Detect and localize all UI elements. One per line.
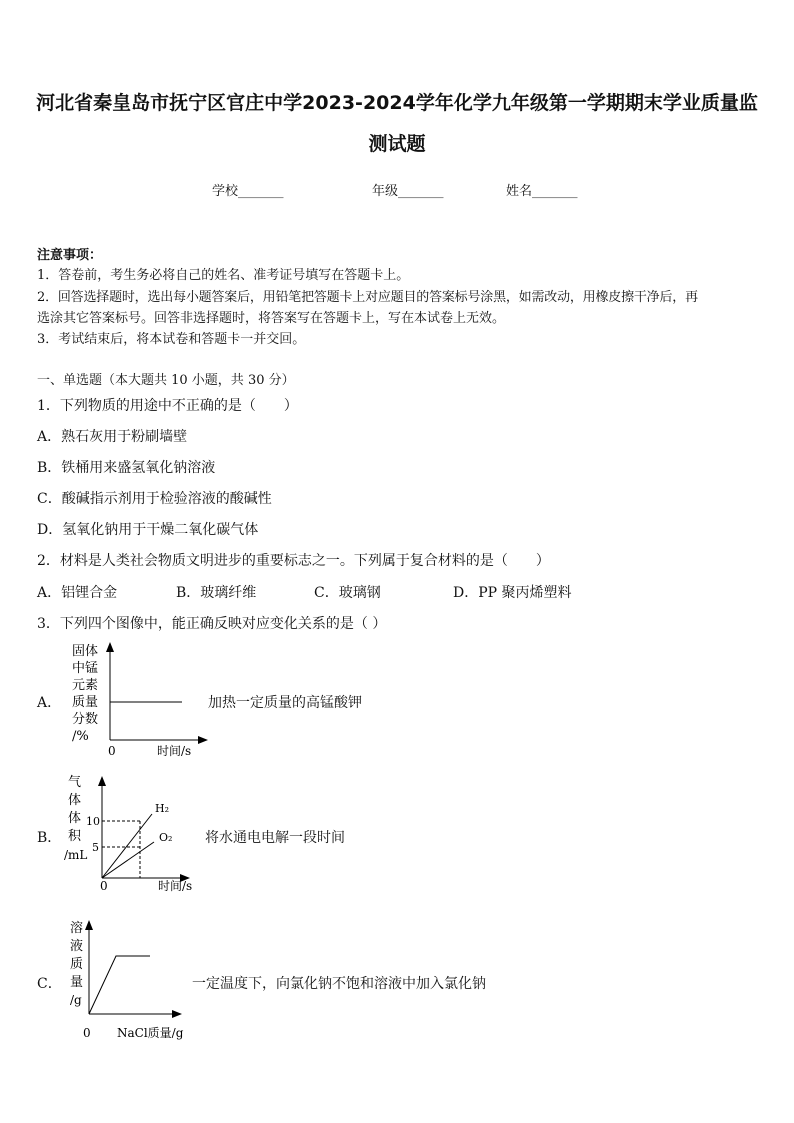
q3-c-ylabel-0: 溶	[70, 921, 84, 936]
q3-b-ylabel-2: 体	[68, 811, 82, 826]
note-2a: 2．回答选择题时，选出每小题答案后，用铅笔把答题卡上对应题目的答案标号涂黑，如需改动，用橡皮擦干净后，再	[37, 290, 698, 305]
q3-c-ylabel-1: 液	[70, 939, 84, 954]
q2-option-b: B．玻璃纤维	[176, 585, 257, 601]
q3-a-y-arrow	[106, 642, 114, 652]
q3-c-desc: 一定温度下，向氯化钠不饱和溶液中加入氯化钠	[192, 976, 486, 992]
q3-c-x-arrow	[172, 1010, 182, 1018]
q3-b-y-arrow	[98, 776, 106, 786]
q3-a-ylabel-5: /%	[72, 729, 89, 744]
q3-b-h2-label: H₂	[155, 802, 170, 815]
q3-b-origin: 0	[100, 879, 108, 893]
q3-option-a-label: A．	[37, 695, 62, 711]
q3-option-c-label: C．	[37, 976, 62, 992]
note-3: 3．考试结束后，将本试卷和答题卡一并交回。	[37, 332, 306, 347]
notes-heading: 注意事项：	[37, 248, 103, 263]
q3-option-b-label: B．	[37, 830, 62, 846]
q3-b-ylabel-0: 气	[68, 775, 82, 790]
name-field: 姓名_______	[506, 184, 578, 199]
q3-b-tick-5: 5	[92, 841, 99, 854]
q1-option-a: A．熟石灰用于粉刷墙壁	[37, 429, 188, 445]
q2-option-a: A．铝锂合金	[37, 585, 118, 601]
q3-a-graph	[60, 638, 210, 763]
q3-a-desc: 加热一定质量的高锰酸钾	[208, 695, 362, 711]
exam-title-line2: 测试题	[368, 133, 426, 155]
q3-a-origin: 0	[108, 744, 116, 758]
q3-c-graph	[60, 914, 200, 1044]
q2-option-d: D．PP 聚丙烯塑料	[453, 585, 572, 601]
q3-b-h2-line	[102, 814, 152, 878]
q3-stem: 3．下列四个图像中，能正确反映对应变化关系的是（ ）	[37, 616, 387, 632]
q3-a-ylabel-1: 中锰	[72, 661, 99, 676]
section-heading: 一、单选题（本大题共 10 小题，共 30 分）	[37, 373, 295, 388]
q2-option-c: C．玻璃钢	[314, 585, 381, 601]
q3-c-y-arrow	[85, 920, 93, 930]
q3-a-ylabel-4: 分数	[72, 712, 99, 727]
q3-b-graph	[60, 770, 210, 895]
exam-title-line1: 河北省秦皇岛市抚宁区官庄中学2023-2024学年化学九年级第一学期期末学业质量监	[36, 92, 758, 114]
school-field: 学校_______	[212, 184, 284, 199]
q3-b-ylabel-3: 积	[68, 829, 82, 844]
q3-b-tick-10: 10	[86, 815, 100, 828]
q3-a-ylabel-2: 元素	[72, 678, 99, 693]
q2-stem: 2．材料是人类社会物质文明进步的重要标志之一。下列属于复合材料的是（ ）	[37, 553, 550, 569]
q3-c-origin: 0	[83, 1026, 91, 1040]
q3-a-ylabel-3: 质量	[72, 695, 99, 710]
q3-a-xlabel: 时间/s	[157, 744, 192, 758]
q3-b-xlabel: 时间/s	[158, 879, 193, 893]
q3-b-desc: 将水通电电解一段时间	[205, 830, 345, 846]
q1-stem: 1．下列物质的用途中不正确的是（ ）	[37, 398, 298, 414]
q3-b-ylabel-4: /mL	[64, 848, 88, 862]
q3-a-ylabel-0: 固体	[72, 644, 99, 659]
q3-b-ylabel-1: 体	[68, 793, 82, 808]
q3-b-o2-label: O₂	[159, 831, 173, 844]
grade-field: 年级_______	[372, 184, 444, 199]
q1-option-d: D．氢氧化钠用于干燥二氧化碳气体	[37, 522, 259, 538]
q1-option-b: B．铁桶用来盛氢氧化钠溶液	[37, 460, 216, 476]
q3-c-xlabel: NaCl质量/g	[117, 1026, 184, 1040]
q3-c-ylabel-4: /g	[70, 993, 82, 1007]
note-1: 1．答卷前，考生务必将自己的姓名、准考证号填写在答题卡上。	[37, 268, 410, 283]
q3-c-curve	[89, 956, 150, 1014]
q3-a-x-arrow	[198, 736, 208, 744]
q3-c-ylabel-2: 质	[70, 957, 84, 972]
q3-c-ylabel-3: 量	[70, 975, 84, 990]
note-2b: 选涂其它答案标号。回答非选择题时，将答案写在答题卡上，写在本试卷上无效。	[37, 311, 506, 326]
q1-option-c: C．酸碱指示剂用于检验溶液的酸碱性	[37, 491, 272, 507]
